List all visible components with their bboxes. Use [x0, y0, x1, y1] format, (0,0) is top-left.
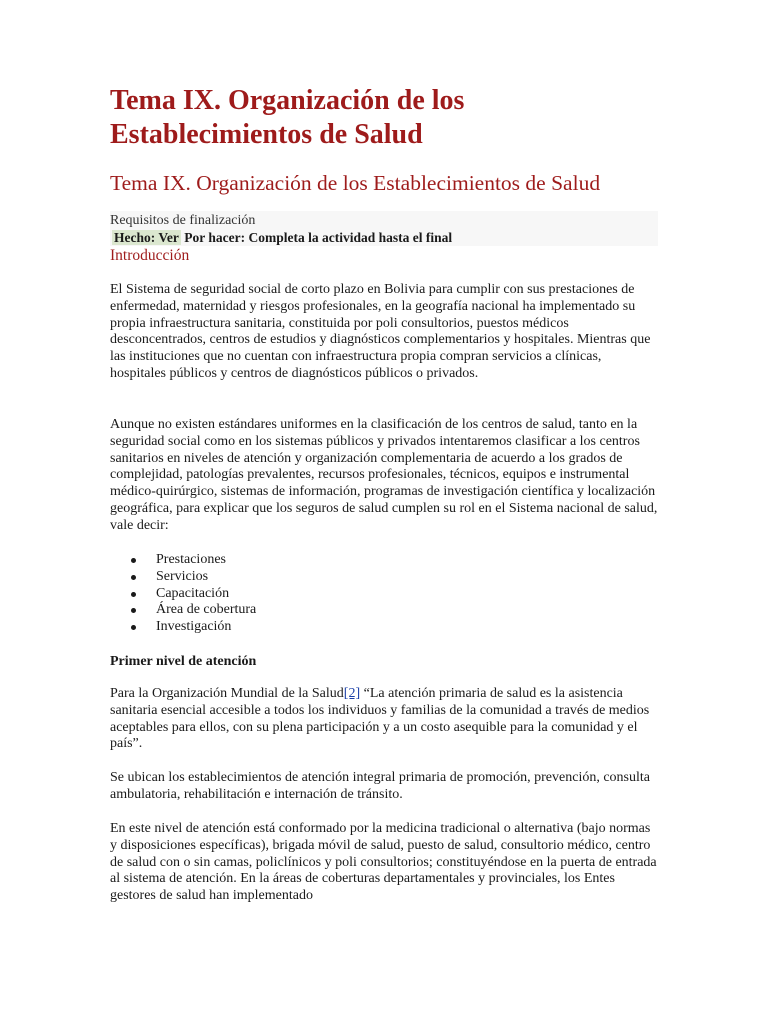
- bullet-icon: [131, 625, 136, 630]
- list-item: Área de cobertura: [110, 602, 256, 619]
- list-item: Capacitación: [110, 586, 256, 603]
- bullet-icon: [131, 558, 136, 563]
- bullet-icon: [131, 592, 136, 597]
- intro-heading: Introducción: [110, 247, 190, 264]
- paragraph-5: En este nivel de atención está conformado por la medicina tradicional o alternativa (bajo normas y disposiciones específicas), brigada móvil de salud, puesto de salud, consultorio médico, centro de salud con o sin camas, policlínicos y poli consultorios; constituyéndose en la puerta de entrada al sistema de atención. En la áreas de coberturas departamentales y provinciales, los Entes gestores de salud han implementado: [110, 821, 657, 904]
- list-item: Servicios: [110, 569, 256, 586]
- todo-status: Por hacer: Completa la actividad hasta el final: [180, 230, 453, 245]
- bullet-icon: [131, 575, 136, 580]
- paragraph-3: Para la Organización Mundial de la Salud[2] “La atención primaria de salud es la asistencia sanitaria esencial accesible a todos los individuos y familias de la comunidad a través de medios aceptables para ellos, con su plena participación y a un costo asequible para la comunidad y el país”.: [110, 686, 650, 752]
- bullet-icon: [131, 608, 136, 613]
- main-title: Tema IX. Organización de los Establecimientos de Salud: [110, 85, 465, 150]
- paragraph-2: Aunque no existen estándares uniformes en la clasificación de los centros de salud, tanto en la seguridad social como en los sistemas públicos y privados intentaremos clasificar a los centros sanitarios en niveles de atención y organización complementaria de acuerdo a los grados de complejidad, patologías prevalentes, recursos profesionales, técnicos, equipos e instrumental médico-quirúrgico, sistemas de información, programas de investigación científica y localización geográfica, para explicar que los seguros de salud cumplen su rol en el Sistema nacional de salud, vale decir:: [110, 417, 658, 533]
- completion-requirements: [110, 211, 658, 246]
- requirements-status: [112, 230, 452, 246]
- list-item: Investigación: [110, 619, 256, 636]
- requirements-label: Requisitos de finalización: [110, 213, 256, 228]
- subtitle: Tema IX. Organización de los Establecimientos de Salud: [110, 171, 601, 195]
- paragraph-1: El Sistema de seguridad social de corto plazo en Bolivia para cumplir con sus prestaciones de enfermedad, maternidad y riesgos profesionales, en la geografía nacional ha implementado su propia infraestructura sanitaria, constituida por poli consultorios, puestos médicos desconcentrados, centros de estudios y diagnósticos complementarios y hospitales. Mientras que las instituciones que no cuentan con infraestructura propia compran servicios a clínicas, hospitales públicos y centros de diagnósticos públicos o privados.: [110, 282, 651, 381]
- first-level-heading: Primer nivel de atención: [110, 654, 257, 669]
- done-status-badge[interactable]: Hecho: Ver: [114, 230, 179, 245]
- bullet-list: [110, 552, 256, 636]
- footnote-link[interactable]: [2]: [343, 686, 361, 701]
- paragraph-4: Se ubican los establecimientos de atención integral primaria de promoción, prevención, consulta ambulatoria, rehabilitación e internación de tránsito.: [110, 770, 650, 802]
- list-item: Prestaciones: [110, 552, 256, 569]
